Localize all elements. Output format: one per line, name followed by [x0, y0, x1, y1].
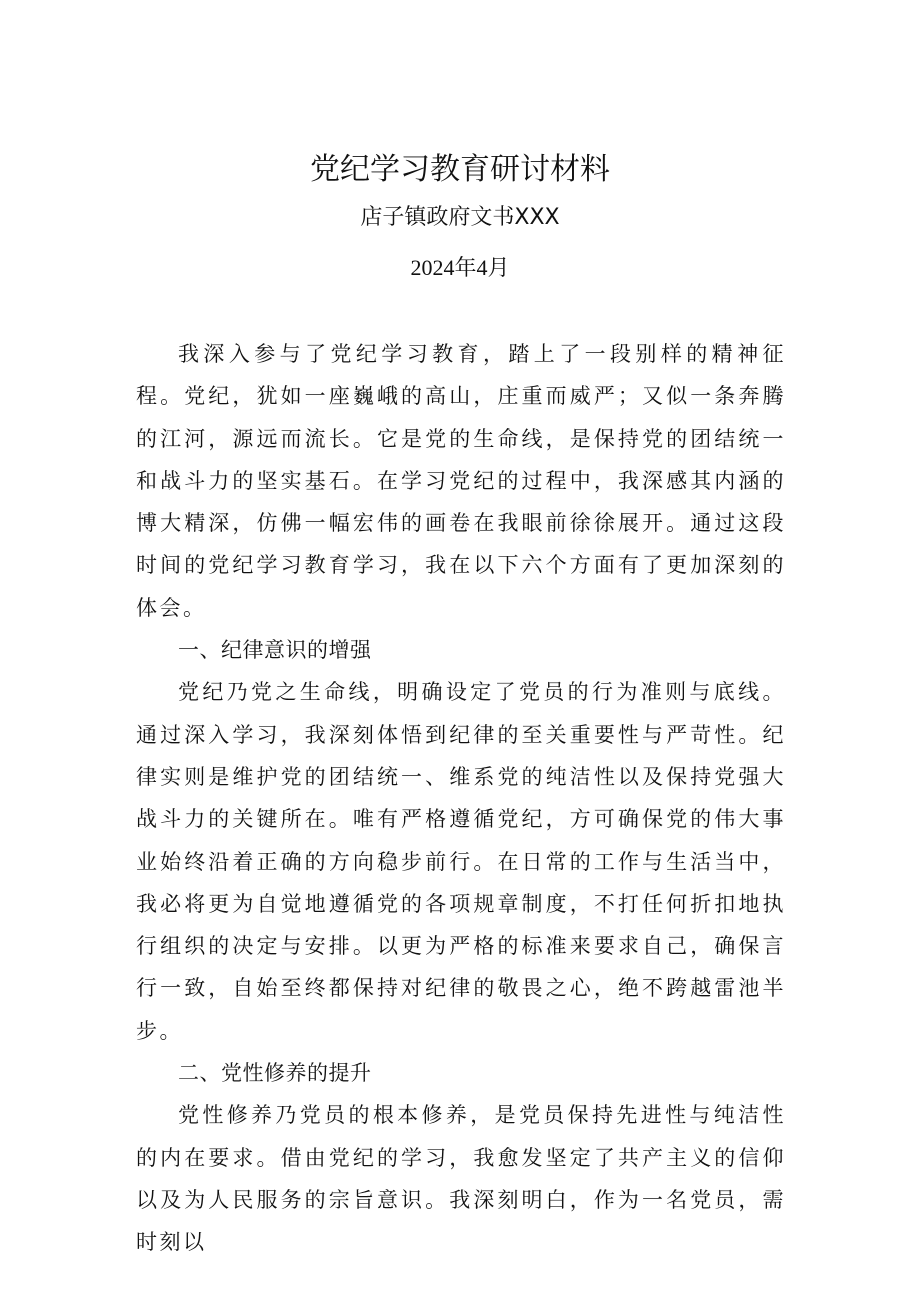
- section-paragraph-party-spirit: 党性修养乃党员的根本修养，是党员保持先进性与纯洁性的内在要求。借由党纪的学习，我愈发坚定了共产主义的信仰以及为人民服务的宗旨意识。我深刻明白，作为一名党员，需时刻以: [136, 1103, 786, 1255]
- document-body: [136, 333, 786, 1264]
- date-line: 2024年4月: [410, 255, 510, 280]
- author-line: 店子镇政府文书XXX: [360, 205, 560, 230]
- section-paragraph-discipline: 党纪乃党之生命线，明确设定了党员的行为准则与底线。通过深入学习，我深刻体悟到纪律的至关重要性与严苛性。纪律实则是维护党的团结统一、维系党的纯洁性以及保持党强大战斗力的关键所在。唯有严格遵循党纪，方可确保党的伟大事业始终沿着正确的方向稳步前行。在日常的工作与生活当中，我必将更为自觉地遵循党的各项规章制度，不打任何折扣地执行组织的决定与安排。以更为严格的标准来要求自己，确保言行一致，自始至终都保持对纪律的敬畏之心，绝不跨越雷池半步。: [136, 680, 786, 1043]
- section-heading-party-spirit: 二、党性修养的提升: [178, 1061, 372, 1086]
- section-heading-discipline: 一、纪律意识的增强: [178, 638, 372, 663]
- document-title: 党纪学习教育研讨材料: [310, 152, 610, 187]
- intro-paragraph: 我深入参与了党纪学习教育，踏上了一段别样的精神征程。党纪，犹如一座巍峨的高山，庄重而威严；又似一条奔腾的江河，源远而流长。它是党的生命线，是保持党的团结统一和战斗力的坚实基石。在学习党纪的过程中，我深感其内涵的博大精深，仿佛一幅宏伟的画卷在我眼前徐徐展开。通过这段时间的党纪学习教育学习，我在以下六个方面有了更加深刻的体会。: [136, 342, 786, 620]
